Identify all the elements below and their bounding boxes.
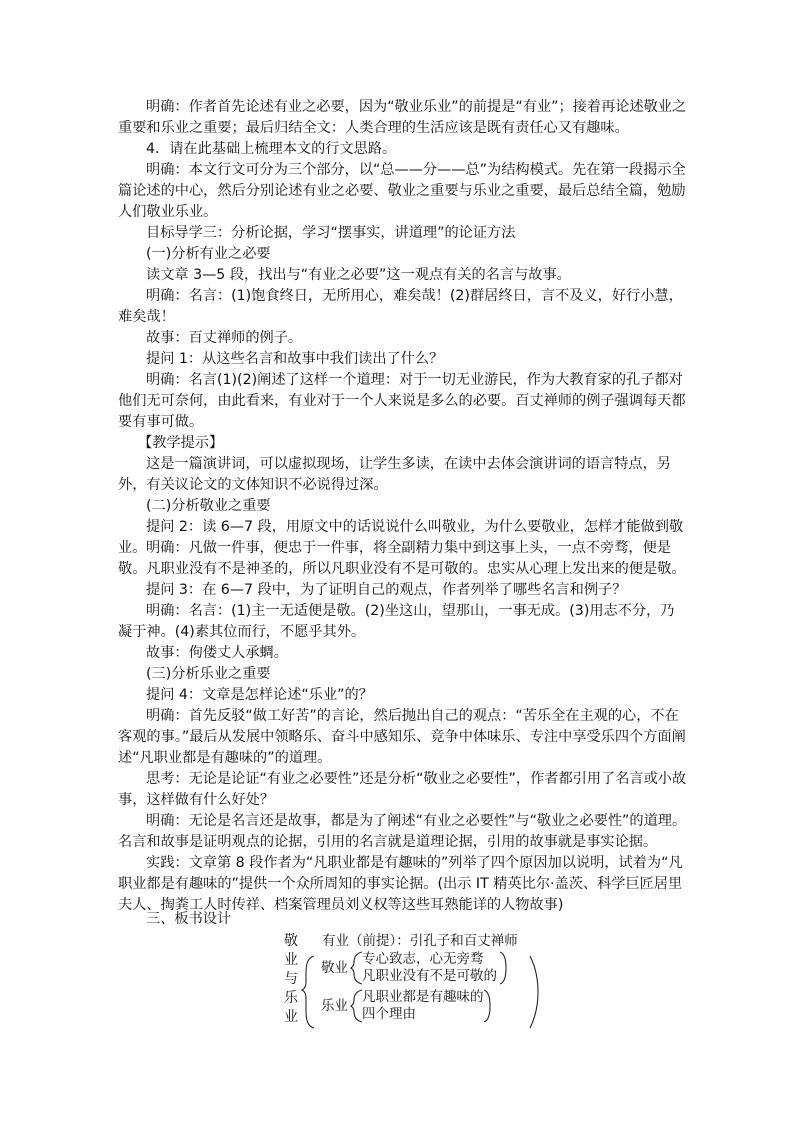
paragraph: 明确：本文行文可分为三个部分，以“总——分——总”为结构模式。先在第一段揭示全篇论述的中心，然后分别论述有业之必要、敬业之重要与乐业之重要，最后总结全篇，勉励人们敬业乐业。: [118, 162, 686, 220]
board-le-item: 凡职业都是有趣味的: [362, 989, 484, 1005]
board-jing-item: 专心致志，心无旁骛: [362, 951, 484, 967]
board-label-jingye: 敬业: [321, 960, 348, 976]
paragraph: 明确：作者首先论述有业之必要，因为“敬业乐业”的前提是“有业”；接着再论述敬业之重要和乐业之重要；最后归结全文：人类合理的生活应该是既有责任心又有趣味。: [118, 99, 687, 136]
board-title-char: 与: [284, 971, 298, 987]
board-line-you: 有业（前提）：引孔子和百丈禅师: [322, 933, 518, 949]
paragraph: 故事：佝偻丈人承蜩。: [146, 645, 288, 661]
board-title-char: 业: [284, 1009, 298, 1025]
paragraph: 明确：名言：(1)饱食终日，无所用心，难矣哉！(2)群居终日，言不及义，好行小慧，难矣哉！: [118, 288, 683, 325]
paragraph: 明确：凡做一件事，便忠于一件事，将全副精力集中到这事上头，一点不旁骛，便是敬。凡职业没有不是神圣的，所以凡职业没有不是可敬的。忠实从心理上发出来的便是敬。: [118, 540, 686, 577]
section-heading: (一)分析有业之必要: [146, 246, 271, 262]
paragraph: 4．请在此基础上梳理本文的行文思路。: [146, 141, 397, 157]
board-title-char: 乐: [284, 990, 298, 1006]
paragraph: 提问 1：从这些名言和故事中我们读出了什么？: [146, 351, 444, 367]
paragraph: 提问 2：读 6—7 段，用原文中的话说说什么叫敬业，为什么要敬业，怎样才能做到敬业。: [118, 519, 684, 556]
paragraph: 提问 3：在 6—7 段中，为了证明自己的观点，作者列举了哪些名言和例子？: [146, 582, 627, 598]
paragraph: 目标导学三：分析论据，学习“摆事实，讲道理”的论证方法: [146, 225, 516, 241]
paragraph: 实践：文章第 8 段作者为“凡职业都是有趣味的”列举了四个原因加以说明，试着为“凡职业都是有趣味的”提供一个众所周知的事实论据。(出示 IT 精英比尔·盖茨、科学巨匠居里夫人、掏粪工人时传祥、档案管理员刘义权等这些耳熟能详的人物故事): [118, 855, 683, 913]
paragraph: 提问 4：文章是怎样论述“乐业”的？: [146, 687, 373, 703]
paragraph: 明确：无论是名言还是故事，都是为了阐述“有业之必要性”与“敬业之必要性”的道理。名言和故事是证明观点的论据，引用的名言就是道理论据，引用的故事就是事实论据。: [118, 813, 687, 850]
board-jing-item: 凡职业没有不是可敬的: [362, 968, 497, 984]
board-le-item: 四个理由: [362, 1006, 416, 1022]
paragraph: 思考：无论是论证“有业之必要性”还是分析“敬业之必要性”，作者都引用了名言或小故事，这样做有什么好处？: [118, 771, 687, 808]
section-heading: (三)分析乐业之重要: [146, 666, 271, 682]
paragraph: 读文章 3—5 段，找出与“有业之必要”这一观点有关的名言与故事。: [146, 267, 571, 283]
section-heading: (二)分析敬业之重要: [146, 498, 271, 514]
board-label-leye: 乐业: [321, 998, 348, 1014]
paragraph: 故事：百丈禅师的例子。: [146, 330, 303, 346]
paragraph: 明确：首先反驳“做工好苦”的言论，然后抛出自己的观点：“苦乐全在主观的心，不在客观的事。”最后从发展中领略乐、奋斗中感知乐、竞争中体味乐、专注中享受乐四个方面阐述“凡职业都是有趣味的”的道理。: [118, 708, 686, 766]
section-heading: 三、板书设计: [146, 911, 232, 927]
teaching-tip-heading: 【教学提示】: [138, 435, 224, 451]
paragraph: 这是一篇演讲词，可以虚拟现场，让学生多读，在读中去体会演讲词的语言特点，另外，有关议论文的文体知识不必说得过深。: [118, 456, 671, 493]
paragraph: 明确：名言(1)(2)阐述了这样一个道理：对于一切无业游民，作为大教育家的孔子都对他们无可奈何，由此看来，有业对于一个人来说是多么的必要。百丈禅师的例子强调每天都要有事可做。: [118, 372, 686, 430]
board-title-char: 敬: [284, 933, 298, 949]
paragraph: 明确：名言：(1)主一无适便是敬。(2)坐这山，望那山，一事无成。(3)用志不分，乃凝于神。(4)素其位而行，不愿乎其外。: [118, 603, 675, 640]
board-design-diagram: [280, 932, 550, 1032]
board-title-char: 业: [284, 952, 298, 968]
